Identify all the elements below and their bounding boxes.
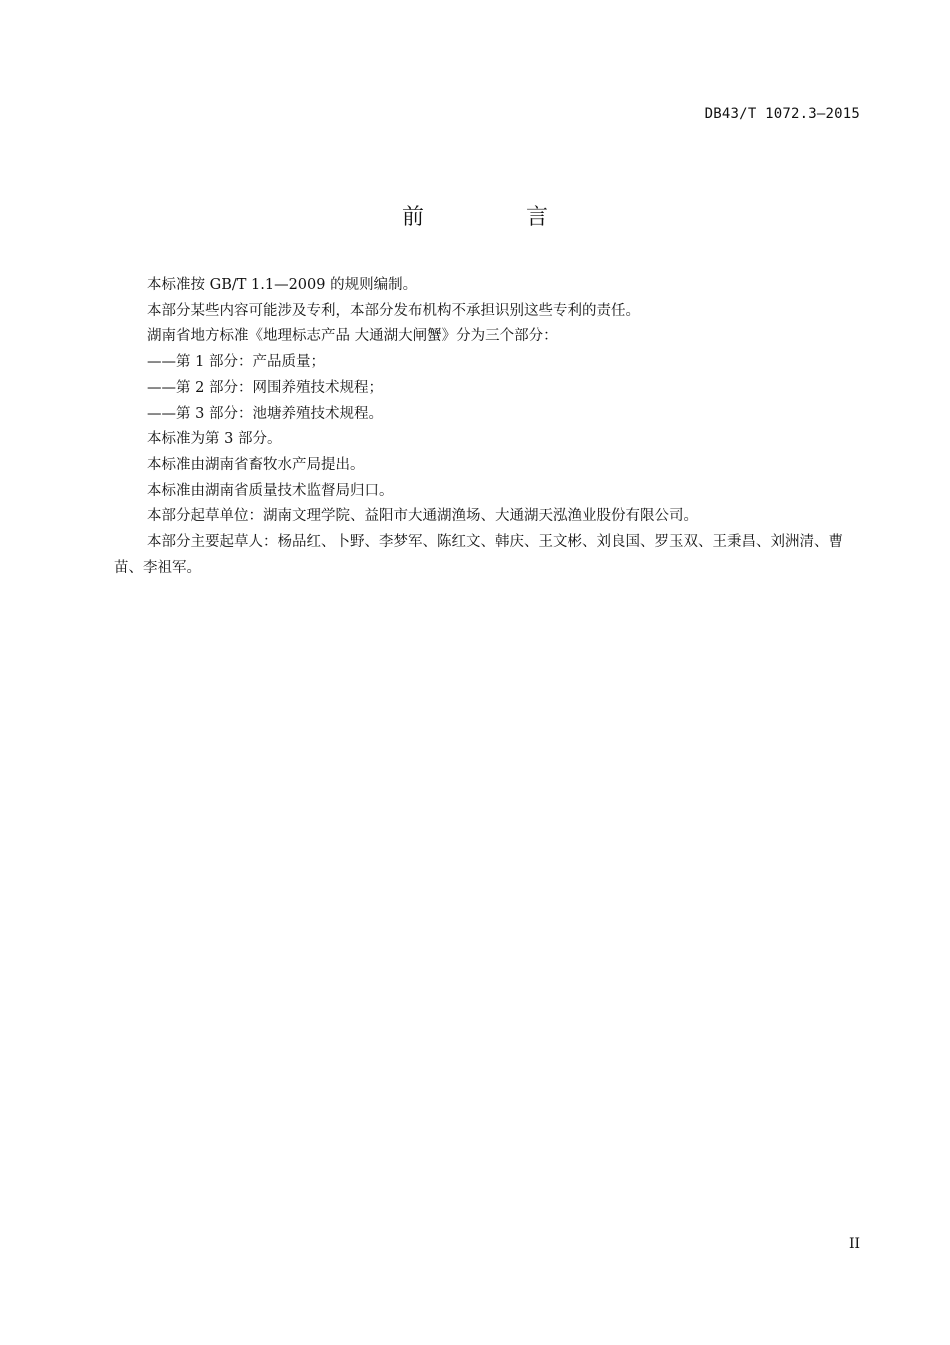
paragraph-parts-intro: 湖南省地方标准《地理标志产品 大通湖大闸蟹》分为三个部分： [147,328,558,345]
paragraph-this-part: 本标准为第 3 部分。 [147,431,282,448]
paragraph-proposed-by: 本标准由湖南省畜牧水产局提出。 [147,456,365,473]
list-item-part-3: ——第 3 部分：池塘养殖技术规程。 [147,405,383,422]
paragraph-standard-basis: 本标准按 GB/T 1.1—2009 的规则编制。 [147,277,418,293]
document-code: DB43/T 1072.3—2015 [704,106,860,122]
preface-body [114,273,864,581]
paragraph-drafting-units: 本部分起草单位：湖南文理学院、益阳市大通湖渔场、大通湖天泓渔业股份有限公司。 [147,508,698,525]
paragraph-drafters: 本部分主要起草人：杨品红、卜野、李梦军、陈红文、韩庆、王文彬、刘良国、罗玉双、王秉昌、刘洲清、曹苗、李祖军。 [114,534,843,576]
list-item-part-2: ——第 2 部分：网围养殖技术规程； [147,379,383,396]
paragraph-patent-notice: 本部分某些内容可能涉及专利，本部分发布机构不承担识别这些专利的责任。 [147,302,640,319]
paragraph-centralized-by: 本标准由湖南省质量技术监督局归口。 [147,482,394,499]
page-number: II [848,1236,860,1252]
page-title: 前 言 [401,205,588,230]
list-item-part-1: ——第 1 部分：产品质量； [147,354,325,371]
